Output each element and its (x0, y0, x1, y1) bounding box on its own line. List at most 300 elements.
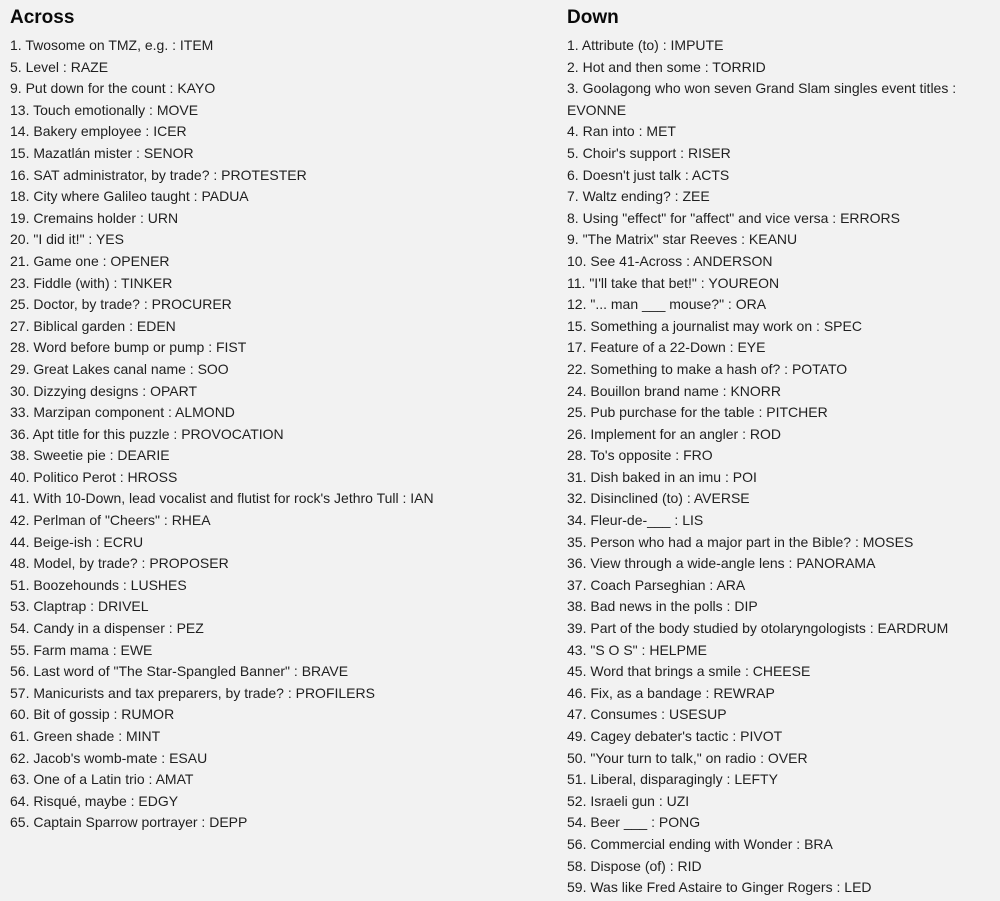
across-clue-separator (170, 426, 182, 442)
down-clue-text: Beer ___ (590, 814, 648, 831)
down-clue (567, 467, 997, 489)
across-clue-separator (116, 469, 128, 485)
across-clue-separator (164, 404, 175, 420)
across-clue-separator (166, 80, 178, 96)
across-clue (10, 467, 550, 489)
down-clue-text: Goolagong who won seven Grand Slam singles event titles (582, 80, 949, 97)
down-clue-separator (866, 620, 878, 636)
down-clue-num: 15 . (567, 318, 590, 334)
across-clue (10, 251, 550, 273)
across-clue-num: 48 . (10, 555, 33, 571)
down-clue (567, 165, 997, 187)
across-clue-separator (127, 793, 139, 809)
across-clue (10, 424, 550, 446)
across-clue (10, 78, 550, 100)
across-clue-text: Model, by trade? (33, 555, 138, 572)
across-clue-num: 20 . (10, 231, 33, 247)
across-clue-answer: AMAT (155, 771, 194, 788)
across-clue (10, 186, 550, 208)
across-clue-list (10, 35, 550, 834)
down-clue-num: 3 . (567, 80, 583, 96)
down-clue-text: Choir's support (582, 144, 677, 161)
across-clue (10, 791, 550, 813)
down-clue-text: Israeli gun (590, 792, 655, 809)
down-clue (567, 877, 997, 899)
across-clue-answer: MINT (125, 728, 161, 744)
down-clue (567, 359, 997, 381)
down-clue-answer: FRO (683, 447, 713, 464)
across-clue (10, 510, 550, 532)
across-clue (10, 273, 550, 295)
across-clue-text: Touch emotionally (33, 101, 146, 118)
across-clue-text: Game one (33, 252, 99, 269)
across-clue-num: 64 . (10, 793, 33, 809)
down-clue-answer: KNORR (730, 382, 782, 399)
across-clue-num: 15 . (10, 145, 33, 161)
down-clue-answer: KEANU (748, 231, 798, 248)
down-clue-num: 59 . (567, 879, 590, 895)
down-clue (567, 575, 997, 597)
across-clue-separator (168, 37, 180, 53)
across-clue-num: 51 . (10, 577, 33, 593)
down-clue-separator (724, 296, 736, 312)
down-clue (567, 294, 997, 316)
across-clue-num: 63 . (10, 771, 33, 787)
across-clue-num: 1 . (10, 37, 25, 53)
across-clue-num: 16 . (10, 167, 33, 183)
across-clue (10, 35, 550, 57)
across-clue-separator (198, 814, 210, 830)
down-clue-separator (681, 167, 692, 183)
across-clue-answer: DEARIE (117, 447, 170, 464)
across-clue-text: Bakery employee (33, 123, 142, 140)
down-clue-num: 51 . (567, 771, 590, 787)
down-clue-separator (723, 771, 735, 787)
down-clue-separator (683, 490, 694, 506)
down-clue-text: Using "effect" for "affect" and vice versa (582, 209, 829, 226)
across-clue-answer: RUMOR (121, 706, 175, 723)
across-clue-answer: BRAVE (301, 663, 349, 680)
down-clue-separator (666, 858, 678, 874)
across-clue-separator (186, 361, 198, 377)
down-clue-separator (671, 188, 683, 204)
down-clue-answer: RID (677, 857, 702, 874)
across-clue-separator (110, 275, 121, 291)
down-clue-answer: ZEE (682, 188, 710, 205)
down-clue-text: "The Matrix" star Reeves (582, 231, 738, 248)
down-clue-num: 7 . (567, 188, 583, 204)
across-clue (10, 229, 550, 251)
across-clue-num: 27 . (10, 318, 33, 334)
down-clue-num: 45 . (567, 663, 590, 679)
down-clue (567, 273, 997, 295)
down-clue (567, 553, 997, 575)
across-clue-separator (165, 620, 177, 636)
down-clue-num: 1 . (567, 37, 582, 53)
down-clue (567, 251, 997, 273)
down-clue (567, 812, 997, 834)
down-clue-text: Bad news in the polls (590, 598, 723, 615)
down-clue-answer: MOSES (862, 533, 914, 550)
down-clue-text: Word that brings a smile (590, 663, 742, 680)
down-clue-text: Consumes (590, 706, 658, 723)
down-clue-answer: EARDRUM (877, 620, 949, 637)
across-clue-separator (99, 253, 111, 269)
across-clue (10, 596, 550, 618)
down-clue-num: 54 . (567, 814, 590, 830)
across-clue-answer: TINKER (121, 274, 173, 291)
down-clue (567, 78, 997, 121)
across-clue (10, 445, 550, 467)
across-clue-answer: PEZ (176, 620, 204, 637)
down-clue (567, 488, 997, 510)
across-clue-separator (132, 145, 144, 161)
down-clue-num: 52 . (567, 793, 590, 809)
down-clue-separator (728, 728, 740, 744)
down-clue-answer: TORRID (712, 58, 766, 75)
down-clue-separator (659, 37, 671, 53)
down-clue-text: Cagey debater's tactic (590, 728, 729, 744)
across-clue-separator (85, 231, 96, 247)
down-clue-text: Ran into (582, 123, 635, 140)
down-clue (567, 791, 997, 813)
down-clue-separator (756, 750, 768, 766)
down-clue-num: 35 . (567, 534, 590, 550)
across-clue-num: 33 . (10, 404, 33, 420)
down-clue (567, 596, 997, 618)
across-clue (10, 575, 550, 597)
down-clue-text: "I'll take that bet!" (589, 274, 697, 291)
across-clue-answer: PADUA (201, 188, 249, 205)
down-clue-answer: PITCHER (766, 404, 828, 421)
down-clue-num: 25 . (567, 404, 590, 420)
across-clue-text: Captain Sparrow portrayer (33, 814, 198, 831)
across-clue-answer: OPENER (110, 252, 170, 269)
down-clue-num: 39 . (567, 620, 590, 636)
down-clue-answer: POTATO (791, 360, 848, 377)
down-clue-text: Waltz ending? (582, 188, 671, 205)
down-clue-separator (657, 706, 669, 722)
down-clue-text: Feature of a 22-Down (590, 339, 726, 356)
down-clue-num: 31 . (567, 469, 590, 485)
down-clue-num: 12 . (567, 296, 590, 312)
down-clue-num: 9 . (567, 231, 583, 247)
down-clue-answer: ORA (735, 296, 767, 313)
across-clue-text: Green shade (33, 728, 115, 744)
down-clue (567, 229, 997, 251)
across-clue-num: 54 . (10, 620, 33, 636)
across-clue-answer: HROSS (127, 468, 178, 485)
across-clue-num: 55 . (10, 642, 33, 658)
down-clue-answer: BRA (804, 835, 833, 852)
across-clue-num: 23 . (10, 275, 33, 291)
across-clue (10, 812, 550, 834)
down-clue-answer: ARA (716, 576, 746, 593)
down-clue-separator (702, 685, 714, 701)
across-column (10, 6, 550, 834)
across-clue-separator (145, 771, 156, 787)
across-clue-num: 40 . (10, 469, 33, 485)
across-clue-text: Manicurists and tax preparers, by trade? (33, 684, 284, 701)
across-clue (10, 316, 550, 338)
down-clue-text: Was like Fred Astaire to Ginger Rogers (590, 879, 833, 896)
down-clue-text: Doesn't just talk (582, 166, 681, 183)
across-clue-separator (138, 383, 150, 399)
down-clue (567, 640, 997, 662)
down-clue-answer: RISER (687, 144, 731, 161)
down-clue-answer: LED (844, 879, 872, 896)
across-clue-text: Politico Perot (33, 468, 116, 485)
down-clue-answer: YOUREON (708, 274, 780, 291)
down-heading: Down (567, 7, 619, 28)
across-clue-num: 9 . (10, 80, 26, 96)
down-clue-num: 28 . (567, 447, 590, 463)
down-clue-text: Fleur-de-___ (590, 512, 671, 529)
across-clue-text: Apt title for this puzzle (32, 425, 170, 442)
down-clue-list (567, 35, 997, 899)
across-clue-separator (204, 339, 216, 355)
down-clue-text: Something a journalist may work on (590, 317, 813, 334)
down-clue (567, 402, 997, 424)
across-clue-num: 25 . (10, 296, 33, 312)
across-clue (10, 532, 550, 554)
across-clue-separator (190, 188, 202, 204)
down-clue-answer: MET (646, 123, 676, 140)
down-clue-answer: SPEC (823, 317, 862, 334)
down-clue (567, 143, 997, 165)
down-clue-num: 32 . (567, 490, 590, 506)
across-clue-answer: SENOR (143, 144, 194, 161)
down-clue-num: 56 . (567, 836, 590, 852)
down-clue (567, 424, 997, 446)
across-clue-num: 42 . (10, 512, 33, 528)
down-clue-text: Something to make a hash of? (590, 360, 781, 377)
down-clue-separator (719, 383, 731, 399)
down-clue-separator (812, 318, 824, 334)
down-clue-num: 43 . (567, 642, 590, 658)
across-clue-separator (140, 296, 152, 312)
across-clue-separator (109, 642, 121, 658)
down-clue-answer: LEFTY (734, 771, 778, 788)
across-clue-num: 60 . (10, 706, 33, 722)
down-clue (567, 121, 997, 143)
down-clue-separator (948, 80, 956, 96)
down-clue (567, 510, 997, 532)
across-clue-num: 57 . (10, 685, 33, 701)
across-clue-separator (138, 555, 150, 571)
across-clue-separator (110, 706, 122, 722)
down-clue-num: 22 . (567, 361, 590, 377)
across-clue-text: Doctor, by trade? (33, 296, 140, 313)
across-clue (10, 769, 550, 791)
across-clue-separator (160, 512, 172, 528)
down-clue-answer: PONG (658, 814, 701, 831)
down-clue-text: Liberal, disparagingly (590, 771, 723, 788)
across-clue-num: 30 . (10, 383, 33, 399)
down-clue-text: Disinclined (to) (590, 490, 683, 507)
down-clue-separator (706, 577, 717, 593)
across-clue-answer: PROPOSER (149, 555, 229, 572)
across-clue-text: Farm mama (33, 641, 109, 658)
down-clue (567, 35, 997, 57)
down-clue-answer: POI (732, 468, 757, 485)
down-clue-separator (638, 642, 650, 658)
down-clue-num: 36 . (567, 555, 590, 571)
down-clue-text: Dispose (of) (590, 857, 666, 874)
down-clue (567, 683, 997, 705)
across-clue-answer: ITEM (179, 37, 214, 53)
across-clue-text: Dizzying designs (33, 382, 139, 399)
down-clue (567, 445, 997, 467)
down-clue-separator (701, 59, 712, 75)
across-clue-answer: ICER (153, 123, 187, 140)
down-clue-separator (671, 447, 683, 463)
across-clue (10, 618, 550, 640)
across-clue-text: City where Galileo taught (33, 188, 190, 205)
across-clue-text: Candy in a dispenser (33, 620, 165, 637)
down-column (567, 6, 997, 899)
across-clue-num: 5 . (10, 59, 26, 75)
across-clue-answer: YES (95, 231, 124, 248)
across-clue-answer: EDGY (138, 792, 179, 809)
across-clue (10, 294, 550, 316)
down-clue-num: 26 . (567, 426, 590, 442)
down-clue-text: "S O S" (590, 641, 638, 658)
across-clue-separator (399, 490, 411, 506)
across-clue (10, 488, 550, 510)
across-clue-text: Sweetie pie (33, 447, 106, 464)
down-clue-text: Pub purchase for the table (590, 404, 755, 421)
across-clue-text: Put down for the count (25, 80, 166, 97)
across-clue-text: Last word of "The Star-Spangled Banner" (33, 663, 291, 680)
across-clue-answer: KAYO (177, 80, 216, 97)
down-clue-answer: UZI (666, 792, 690, 809)
across-clue-answer: EWE (120, 641, 153, 658)
across-clue-num: 21 . (10, 253, 33, 269)
down-clue (567, 532, 997, 554)
down-clue-num: 5 . (567, 145, 583, 161)
across-clue-separator (86, 598, 98, 614)
down-clue-answer: ACTS (691, 166, 730, 183)
across-clue (10, 359, 550, 381)
down-clue-num: 58 . (567, 858, 590, 874)
across-clue-answer: RHEA (171, 512, 211, 529)
down-clue-num: 2 . (567, 59, 583, 75)
down-clue-answer: EYE (737, 339, 766, 356)
across-clue-text: Mazatlán mister (33, 144, 133, 161)
down-clue-text: Implement for an angler (590, 425, 739, 442)
across-clue-answer: PROVOCATION (181, 425, 284, 442)
across-clue-answer: ALMOND (175, 404, 235, 421)
down-clue (567, 856, 997, 878)
down-clue (567, 208, 997, 230)
down-clue-answer: REWRAP (713, 684, 775, 701)
across-clue-separator (119, 577, 131, 593)
across-heading: Across (10, 7, 75, 28)
down-clue-separator (682, 253, 693, 269)
down-clue-separator (671, 512, 683, 528)
down-clue-separator (828, 210, 840, 226)
down-clue-answer: HELPME (649, 641, 707, 658)
across-clue-answer: IAN (410, 490, 434, 507)
across-clue-text: Fiddle (with) (33, 274, 110, 291)
down-clue-separator (780, 361, 792, 377)
across-clue-text: Bit of gossip (33, 706, 110, 723)
down-clue (567, 748, 997, 770)
across-clue-answer: PROFILERS (295, 684, 375, 701)
across-clue-answer: DEPP (209, 814, 248, 831)
down-clue-separator (635, 123, 647, 139)
down-clue (567, 186, 997, 208)
down-clue-text: "Your turn to talk," on radio (590, 749, 757, 766)
across-clue-num: 44 . (10, 534, 33, 550)
across-clue-separator (92, 534, 104, 550)
across-clue-text: Biblical garden (33, 317, 126, 334)
down-clue-answer: ROD (749, 425, 782, 442)
down-clue-separator (851, 534, 863, 550)
across-clue-answer: FIST (215, 339, 247, 356)
down-clue-separator (792, 836, 804, 852)
down-clue-text: Part of the body studied by otolaryngologists (590, 620, 866, 637)
across-clue-text: Marzipan component (33, 404, 165, 421)
down-clue-text: Dish baked in an imu (590, 468, 722, 485)
across-clue (10, 683, 550, 705)
across-clue-num: 19 . (10, 210, 33, 226)
across-clue-text: Claptrap (33, 598, 87, 615)
across-clue (10, 208, 550, 230)
down-clue-text: Coach Parseghian (590, 576, 706, 593)
across-clue (10, 661, 550, 683)
across-clue-answer: LUSHES (130, 576, 187, 593)
across-clue-separator (59, 59, 71, 75)
down-clue-answer: AVERSE (693, 490, 750, 507)
down-clue (567, 726, 997, 748)
down-clue-answer: PANORAMA (796, 555, 876, 572)
down-clue-separator (647, 814, 659, 830)
across-clue (10, 100, 550, 122)
across-clue (10, 704, 550, 726)
across-clue-text: Perlman of "Cheers" (33, 512, 161, 529)
down-clue (567, 381, 997, 403)
down-clue-num: 50 . (567, 750, 590, 766)
across-clue-text: Twosome on TMZ, e.g. (25, 37, 169, 53)
down-clue-separator (741, 663, 753, 679)
across-clue (10, 57, 550, 79)
across-clue (10, 143, 550, 165)
across-clue (10, 165, 550, 187)
down-clue-separator (726, 339, 738, 355)
across-clue-answer: ESAU (169, 749, 208, 766)
across-clue-num: 65 . (10, 814, 33, 830)
across-clue-separator (209, 167, 221, 183)
across-clue (10, 402, 550, 424)
across-clue-num: 53 . (10, 598, 33, 614)
down-clue (567, 337, 997, 359)
across-clue-text: Jacob's womb-mate (33, 749, 158, 766)
down-clue-text: "... man ___ mouse?" (590, 296, 725, 313)
across-clue-num: 38 . (10, 447, 33, 463)
across-clue-answer: OPART (150, 382, 198, 399)
down-clue-num: 47 . (567, 706, 590, 722)
down-clue-answer: ANDERSON (693, 252, 773, 269)
down-clue-answer: LIS (682, 512, 704, 529)
down-clue-answer: DIP (734, 598, 758, 615)
across-clue-num: 56 . (10, 663, 33, 679)
down-clue-separator (723, 598, 735, 614)
down-clue-num: 49 . (567, 728, 590, 744)
across-clue (10, 640, 550, 662)
across-clue-answer: PROCURER (151, 296, 232, 313)
